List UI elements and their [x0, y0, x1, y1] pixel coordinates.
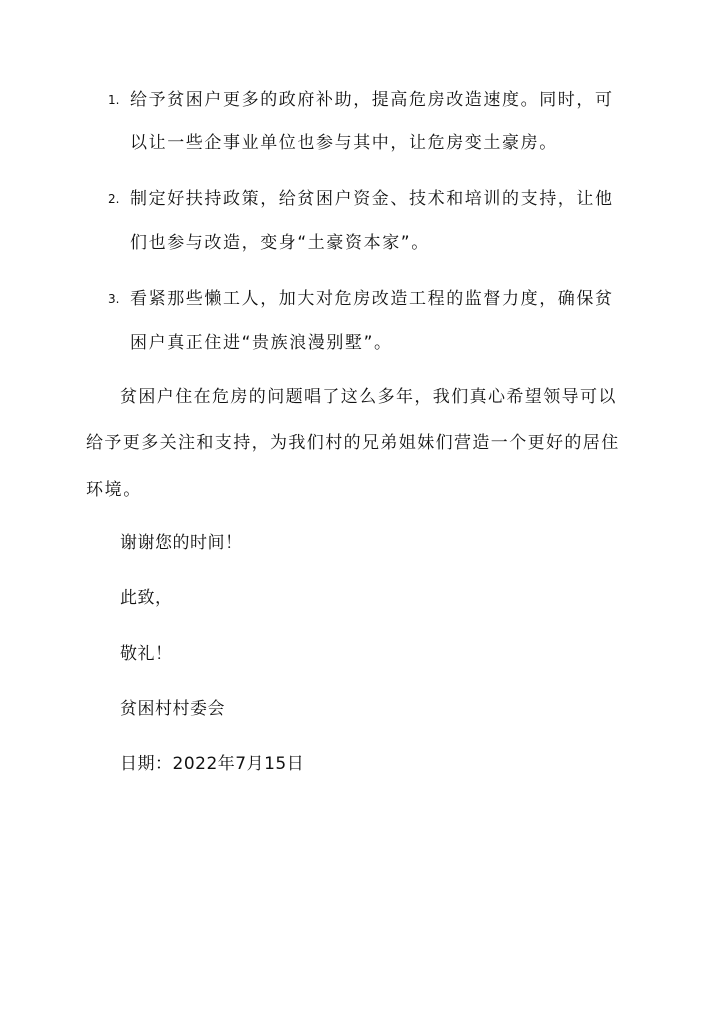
closing-to: 此致， — [120, 588, 173, 608]
paragraph-line: 给予更多关注和支持，为我们村的兄弟姐妹们营造一个更好的居住 — [86, 433, 620, 453]
signature: 贫困村村委会 — [120, 699, 225, 719]
list-item-line: 给予贫困户更多的政府补助，提高危房改造速度。同时，可 — [130, 90, 614, 110]
closing-thanks: 谢谢您的时间！ — [120, 533, 243, 553]
date-line: 日期：2022年7月15日 — [120, 754, 305, 774]
paragraph-line: 环境。 — [86, 480, 142, 500]
list-number: 2. — [108, 192, 120, 206]
paragraph-line: 贫困户住在危房的问题唱了这么多年，我们真心希望领导可以 — [120, 387, 617, 407]
list-item-line: 制定好扶持政策，给贫困户资金、技术和培训的支持，让他 — [130, 189, 614, 209]
list-item-line: 以让一些企事业单位也参与其中，让危房变土豪房。 — [130, 133, 558, 153]
list-number: 3. — [108, 292, 120, 306]
list-item-line: 看紧那些懒工人，加大对危房改造工程的监督力度，确保贫 — [130, 289, 614, 309]
closing-salute: 敬礼！ — [120, 644, 173, 664]
list-item-line: 困户真正住进“贵族浪漫别墅”。 — [130, 333, 393, 353]
list-item-line: 们也参与改造，变身“土豪资本家”。 — [130, 233, 430, 253]
list-number: 1. — [108, 93, 120, 107]
